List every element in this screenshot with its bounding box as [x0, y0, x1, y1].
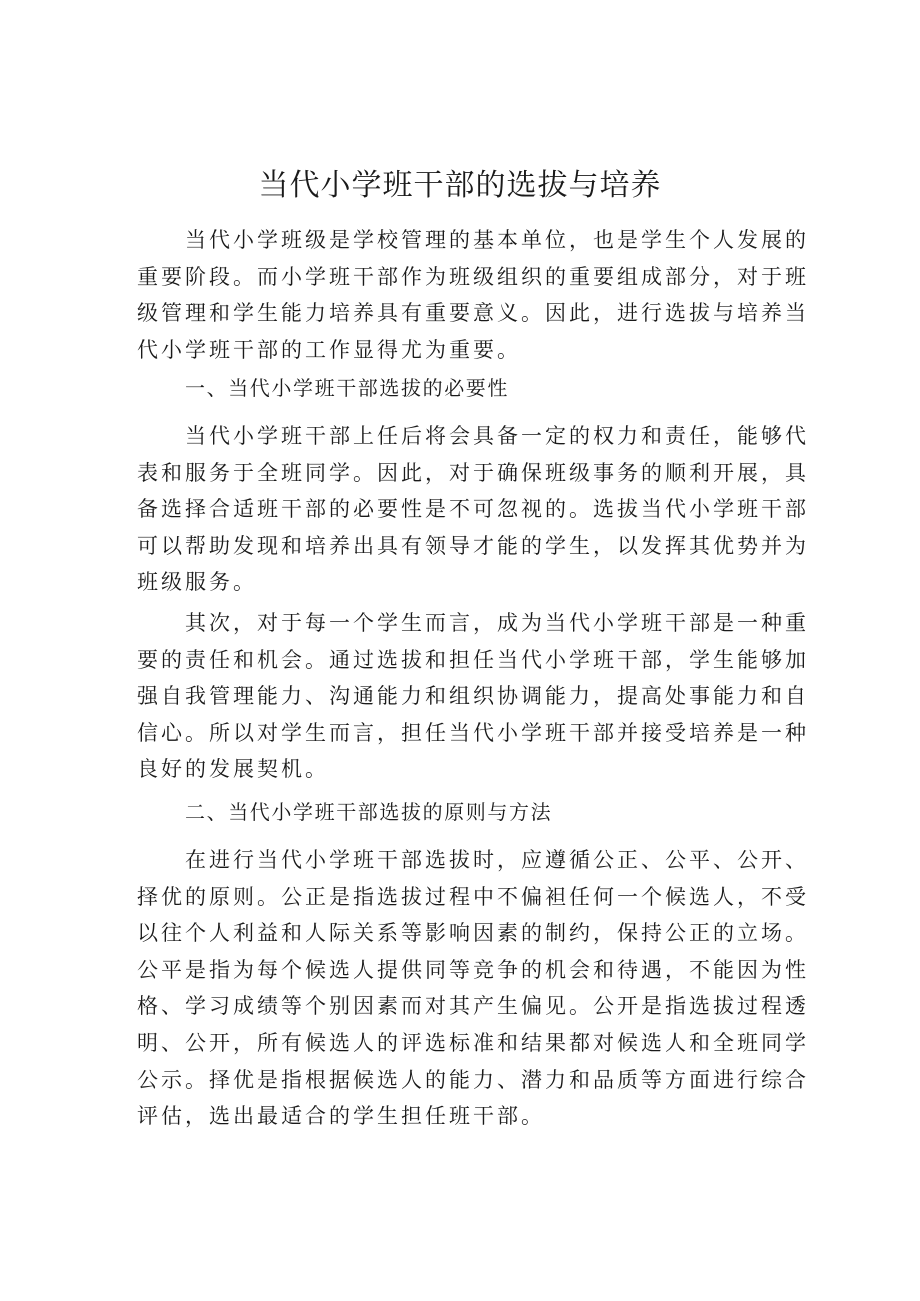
necessity-paragraph-1: 当代小学班干部上任后将会具备一定的权力和责任，能够代表和服务于全班同学。因此，对于确保班级事务的顺利开展，具备选择合适班干部的必要性是不可忽视的。选拔当代小学班干部可以帮助发现和培养出具有领导才能的学生，以发挥其优势并为班级服务。 — [137, 424, 809, 595]
section-heading-principles: 二、当代小学班干部选拔的原则与方法 — [185, 800, 553, 824]
document-title: 当代小学班干部的选拔与培养 — [258, 168, 662, 203]
principles-paragraph: 在进行当代小学班干部选拔时，应遵循公正、公平、公开、择优的原则。公正是指选拔过程中不偏袒任何一个候选人，不受以往个人利益和人际关系等影响因素的制约，保持公正的立场。公平是指为每个候选人提供同等竞争的机会和待遇，不能因为性格、学习成绩等个别因素而对其产生偏见。公开是指选拔过程透明、公开，所有候选人的评选标准和结果都对候选人和全班同学公示。择优是指根据候选人的能力、潜力和品质等方面进行综合评估，选出最适合的学生担任班干部。 — [137, 848, 809, 1129]
necessity-paragraph-2: 其次，对于每一个学生而言，成为当代小学班干部是一种重要的责任和机会。通过选拔和担任当代小学班干部，学生能够加强自我管理能力、沟通能力和组织协调能力，提高处事能力和自信心。所以对学生而言，担任当代小学班干部并接受培养是一种良好的发展契机。 — [137, 611, 809, 782]
section-heading-necessity: 一、当代小学班干部选拔的必要性 — [185, 376, 509, 400]
intro-paragraph: 当代小学班级是学校管理的基本单位，也是学生个人发展的重要阶段。而小学班干部作为班级组织的重要组成部分，对于班级管理和学生能力培养具有重要意义。因此，进行选拔与培养当代小学班干部的工作显得尤为重要。 — [137, 228, 809, 362]
